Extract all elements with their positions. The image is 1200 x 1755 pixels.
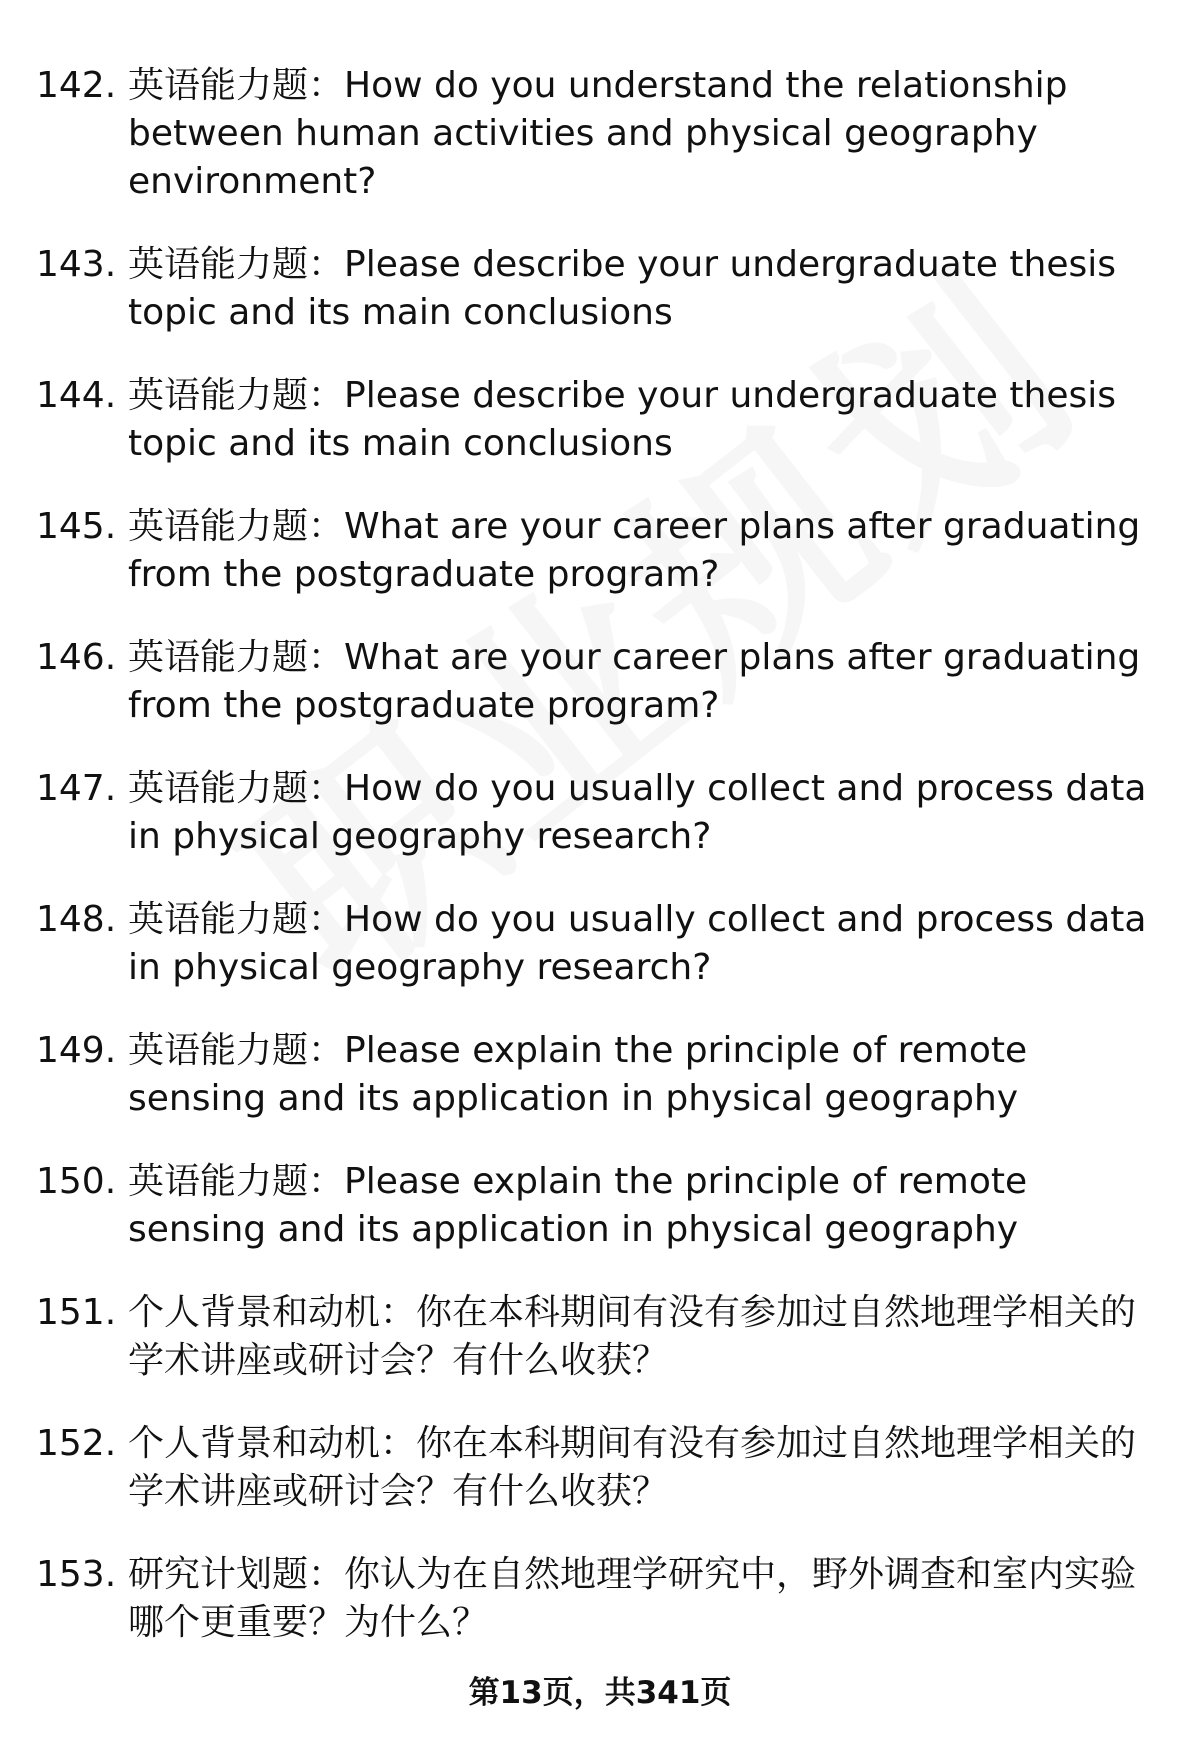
question-text: 英语能力题：Please describe your undergraduate thesis topic and its main conclusions: [128, 375, 1116, 464]
list-item: [0, 1420, 1200, 1516]
list-item: [0, 765, 1200, 861]
question-number: 143.: [36, 244, 117, 285]
question-number: 152.: [36, 1423, 117, 1464]
list-item: [0, 634, 1200, 730]
question-number: 148.: [36, 899, 117, 940]
page-number-footer: 第13页，共341页: [468, 1675, 732, 1711]
question-text: 个人背景和动机：你在本科期间有没有参加过自然地理学相关的学术讲座或研讨会？有什么收获？: [128, 1423, 1137, 1512]
question-number: 145.: [36, 506, 117, 547]
question-number: 149.: [36, 1030, 117, 1071]
question-text: 英语能力题：Please explain the principle of remote sensing and its application in physical geography: [128, 1161, 1028, 1250]
question-text: 英语能力题：How do you usually collect and process data in physical geography research?: [128, 768, 1147, 857]
question-number: 151.: [36, 1292, 117, 1333]
question-text: 英语能力题：How do you usually collect and process data in physical geography research?: [128, 899, 1147, 988]
list-item: [0, 896, 1200, 992]
question-text: 英语能力题：What are your career plans after graduating from the postgraduate program?: [128, 637, 1141, 726]
question-number: 147.: [36, 768, 117, 809]
question-text: 英语能力题：Please explain the principle of remote sensing and its application in physical geography: [128, 1030, 1028, 1119]
question-number: 144.: [36, 375, 117, 416]
list-item: [0, 372, 1200, 468]
question-text: 研究计划题：你认为在自然地理学研究中，野外调查和室内实验哪个更重要？为什么？: [128, 1554, 1137, 1643]
question-number: 146.: [36, 637, 117, 678]
question-list: [0, 62, 1200, 1682]
question-text: 个人背景和动机：你在本科期间有没有参加过自然地理学相关的学术讲座或研讨会？有什么收获？: [128, 1292, 1137, 1381]
list-item: [0, 241, 1200, 337]
list-item: [0, 62, 1200, 206]
question-text: 英语能力题：How do you understand the relationship between human activities and physical geography environment?: [128, 65, 1068, 202]
question-text: 英语能力题：What are your career plans after graduating from the postgraduate program?: [128, 506, 1141, 595]
question-text: 英语能力题：Please describe your undergraduate thesis topic and its main conclusions: [128, 244, 1116, 333]
list-item: [0, 1289, 1200, 1385]
question-number: 153.: [36, 1554, 117, 1595]
list-item: [0, 1551, 1200, 1647]
question-number: 142.: [36, 65, 117, 106]
question-number: 150.: [36, 1161, 117, 1202]
list-item: [0, 1158, 1200, 1254]
list-item: [0, 1027, 1200, 1123]
list-item: [0, 503, 1200, 599]
